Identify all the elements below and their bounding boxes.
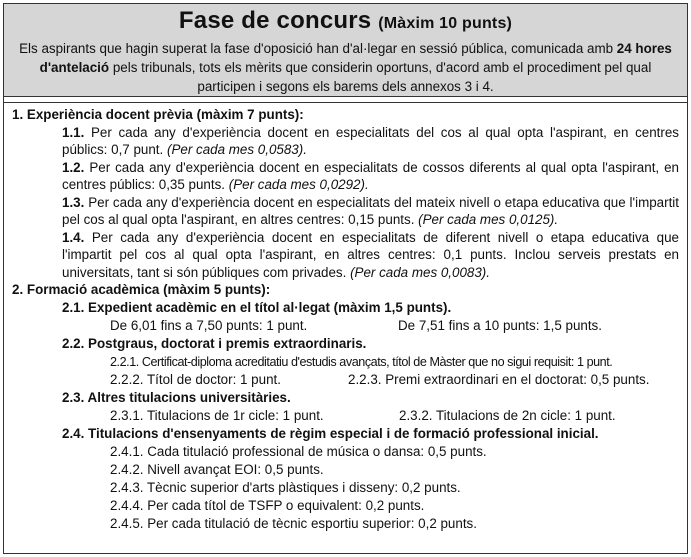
row-2-3-1: 2.3.1. Titulacions de 1r cicle: 1 punt. xyxy=(110,407,324,423)
item-1-2: 1.2. Per cada any d'experiència docent en especialitats de cossos diferents al qual opta l'aspirant, en centres públics: 0,35 punts. (Per cada mes 0,0292). xyxy=(62,159,679,192)
item-1-1: 1.1. Per cada any d'experiència docent en especialitats del cos al qual opta l'aspirant, en centres públics: 0,7 punt. (Per cada mes 0,0583). xyxy=(62,124,679,157)
item-1-3: 1.3. Per cada any d'experiència docent en especialitats del mateix nivell o etapa educativa que l'impartit pel cos al qual opta l'aspirant, en altres centres: 0,15 punts. (Per cada mes 0,0125). xyxy=(62,194,679,227)
section1-heading: 1. Experiència docent prèvia (màxim 7 punts): xyxy=(12,107,304,122)
row-2-4-3: 2.4.3. Tècnic superior d'arts plàstiques i disseny: 0,2 punts. xyxy=(110,479,461,495)
document-frame xyxy=(3,3,688,554)
row-2-4-1: 2.4.1. Cada titulació professional de música o dansa: 0,5 punts. xyxy=(110,443,487,459)
sub-2-4-title: 2.4. Titulacions d'ensenyaments de règim especial i de formació professional inicial. xyxy=(62,425,599,441)
title-suffix: (Màxim 10 punts) xyxy=(378,15,513,32)
sub-2-2-title: 2.2. Postgraus, doctorat i premis extraordinaris. xyxy=(62,335,367,351)
row-2-2-2: 2.2.2. Títol de doctor: 1 punt. xyxy=(110,371,281,387)
content-box xyxy=(4,102,687,553)
header-box xyxy=(4,4,687,97)
sub-2-3-title: 2.3. Altres titulacions universitàries. xyxy=(62,389,291,405)
sub-2-1-title: 2.1. Expedient acadèmic en el títol al·legat (màxim 1,5 punts). xyxy=(62,299,452,315)
row-2-2 xyxy=(12,371,679,389)
row-2-3 xyxy=(12,407,679,425)
intro-text: Els aspirants que hagin superat la fase d'oposició han d'al·legar en sessió pública, comunicada amb 24 hores d'antelació pels tribunals, tots els mèrits que considerin oportuns, d'acord amb el procediment pel qual participen i segons els barems dels annexos 3 i 4. xyxy=(19,41,672,94)
row-2-2-1: 2.2.1. Certificat-diploma acreditatiu d'estudis avançats, títol de Màster que no sigui requisit: 1 punt. xyxy=(110,354,613,369)
row-2-1-a: De 6,01 fins a 7,50 punts: 1 punt. xyxy=(110,317,308,333)
row-2-4-4: 2.4.4. Per cada títol de TSFP o equivalent: 0,2 punts. xyxy=(110,497,425,513)
row-2-4-5: 2.4.5. Per cada titulació de tècnic esportiu superior: 0,2 punts. xyxy=(110,515,477,531)
row-2-2-3: 2.2.3. Premi extraordinari en el doctorat: 0,5 punts. xyxy=(348,371,650,387)
row-2-1 xyxy=(12,317,679,335)
section2-heading: 2. Formació acadèmica (màxim 5 punts): xyxy=(12,282,271,297)
row-2-3-2: 2.3.2. Titulacions de 2n cicle: 1 punt. xyxy=(399,407,616,423)
page-title: Fase de concurs (Màxim 10 punts) xyxy=(178,7,513,34)
row-2-4-2: 2.4.2. Nivell avançat EOI: 0,5 punts. xyxy=(110,461,324,477)
item-1-4: 1.4. Per cada any d'experiència docent en especialitats de diferent nivell o etapa educativa que l'impartit pel cos al qual opta l'aspirant, en altres centres: 0,1 punts. Inclou serveis prestats en universitats, tant si són públiques com privades. (Per cada mes 0,0083). xyxy=(62,229,679,280)
row-2-1-b: De 7,51 fins a 10 punts: 1,5 punts. xyxy=(398,317,602,333)
intro-bold: 24 hores d'antelació xyxy=(39,41,672,75)
